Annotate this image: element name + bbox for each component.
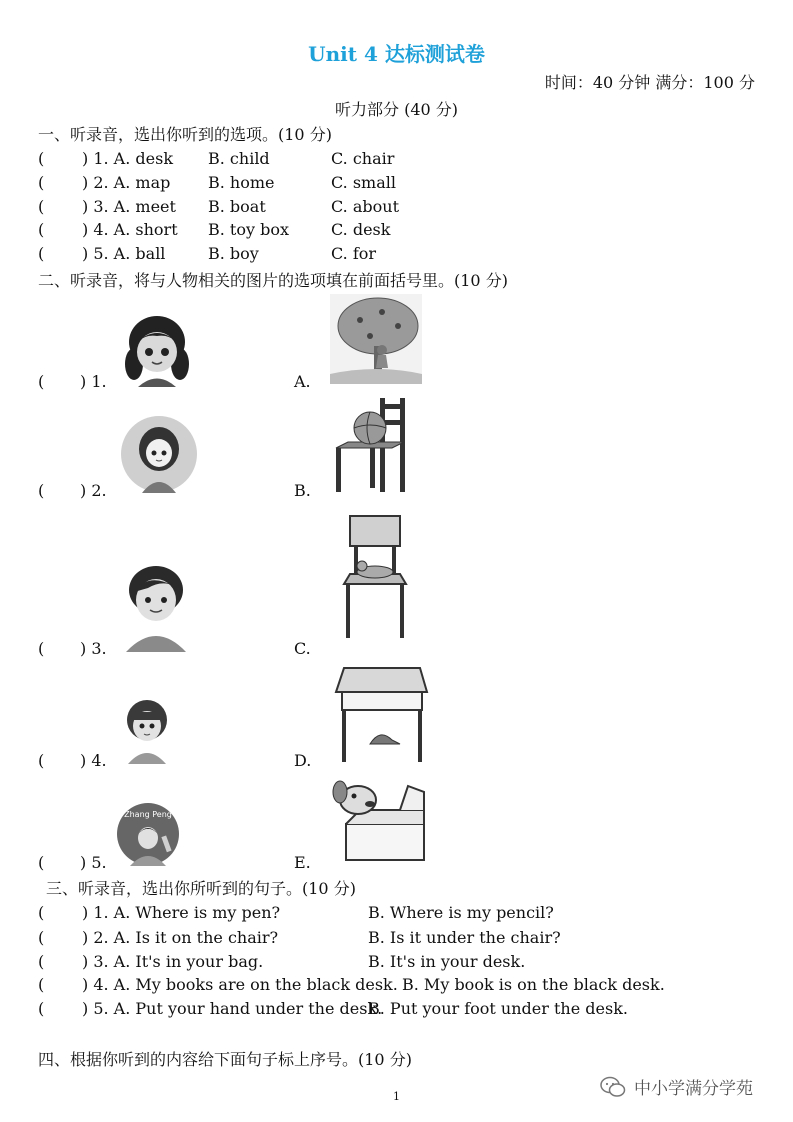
girl-round-portrait-icon: [120, 415, 198, 493]
bracket: (: [38, 903, 45, 922]
section1-row-5: [38, 244, 758, 266]
option-c: C. chair: [331, 149, 395, 168]
option-b-label: B.: [294, 481, 311, 500]
bracket: (: [38, 220, 45, 239]
section2-heading: 二、听录音，将与人物相关的图片的选项填在前面括号里。(10 分): [38, 271, 508, 290]
toy-box-dog-icon: [330, 776, 426, 866]
option-a: ) 3. A. It's in your bag.: [82, 952, 264, 971]
section3-row-3: [38, 952, 758, 974]
section1-row-4: [38, 220, 758, 242]
option-b: B. My book is on the black desk.: [402, 975, 665, 994]
option-b: B. It's in your desk.: [368, 952, 526, 971]
page-number: 1: [393, 1090, 400, 1103]
option-b: B. boat: [208, 197, 266, 216]
option-e-label: E.: [294, 853, 311, 872]
section3-row-2: [38, 928, 758, 950]
bracket: (: [38, 928, 45, 947]
bracket: (: [38, 244, 45, 263]
boy-portrait-icon: [118, 562, 194, 652]
item5-bracket: (: [38, 853, 45, 872]
item3-number: ) 3.: [80, 639, 107, 658]
item2-bracket: (: [38, 481, 45, 500]
option-a: ) 2. A. Is it on the chair?: [82, 928, 279, 947]
exam-meta: 时间：40 分钟 满分：100 分: [544, 73, 755, 92]
bracket: (: [38, 999, 45, 1018]
section3-row-5: [38, 999, 758, 1021]
option-a: ) 2. A. map: [82, 173, 171, 192]
option-a-label: A.: [294, 372, 311, 391]
girl-black-hair-icon: [120, 312, 195, 387]
section1-row-3: [38, 197, 758, 219]
option-c: C. small: [331, 173, 396, 192]
bracket: (: [38, 975, 45, 994]
section3-row-1: [38, 903, 758, 925]
section4-heading: 四、根据你听到的内容给下面句子标上序号。(10 分): [38, 1050, 412, 1069]
item2-number: ) 2.: [80, 481, 107, 500]
item3-bracket: (: [38, 639, 45, 658]
option-a: ) 1. A. Where is my pen?: [82, 903, 281, 922]
option-a: ) 3. A. meet: [82, 197, 176, 216]
option-a: ) 1. A. desk: [82, 149, 174, 168]
item4-bracket: (: [38, 751, 45, 770]
option-b: B. boy: [208, 244, 259, 263]
listening-subtitle: 听力部分 (40 分): [334, 100, 459, 119]
option-c: C. for: [331, 244, 377, 263]
option-b: B. Is it under the chair?: [368, 928, 561, 947]
section1-row-2: [38, 173, 758, 195]
chair-ball-icon: [332, 394, 407, 494]
bracket: (: [38, 149, 45, 168]
option-b: B. Put your foot under the desk.: [368, 999, 628, 1018]
item1-bracket: (: [38, 372, 45, 391]
option-a: ) 5. A. Put your hand under the desk.: [82, 999, 383, 1018]
option-a: ) 4. A. My books are on the black desk.: [82, 975, 398, 994]
item1-number: ) 1.: [80, 372, 107, 391]
option-d-label: D.: [294, 751, 312, 770]
option-a: ) 5. A. ball: [82, 244, 166, 263]
watermark-text: 中小学满分学苑: [634, 1079, 753, 1099]
chair-cat-icon: [340, 512, 410, 640]
option-b: B. Where is my pencil?: [368, 903, 554, 922]
zhang-peng-portrait: [116, 802, 180, 866]
option-a: ) 4. A. short: [82, 220, 178, 239]
tree-boy-icon: [330, 294, 422, 384]
option-b: B. child: [208, 149, 270, 168]
bracket: (: [38, 197, 45, 216]
section3-row-4: [38, 975, 758, 997]
option-c-label: C.: [294, 639, 311, 658]
girl-fringe-portrait-icon: [120, 696, 175, 764]
page-title: Unit 4 达标测试卷: [308, 42, 485, 66]
option-c: C. desk: [331, 220, 391, 239]
section1-heading: 一、听录音，选出你听到的选项。(10 分): [38, 125, 332, 144]
option-b: B. home: [208, 173, 275, 192]
bracket: (: [38, 173, 45, 192]
item5-number: ) 5.: [80, 853, 107, 872]
bracket: (: [38, 952, 45, 971]
name-badge: Zhang Peng: [124, 810, 172, 819]
section3-heading: 三、听录音，选出你所听到的句子。(10 分): [46, 879, 356, 898]
item4-number: ) 4.: [80, 751, 107, 770]
section1-row-1: [38, 149, 758, 171]
option-b: B. toy box: [208, 220, 290, 239]
option-c: C. about: [331, 197, 399, 216]
desk-cap-icon: [334, 664, 429, 764]
